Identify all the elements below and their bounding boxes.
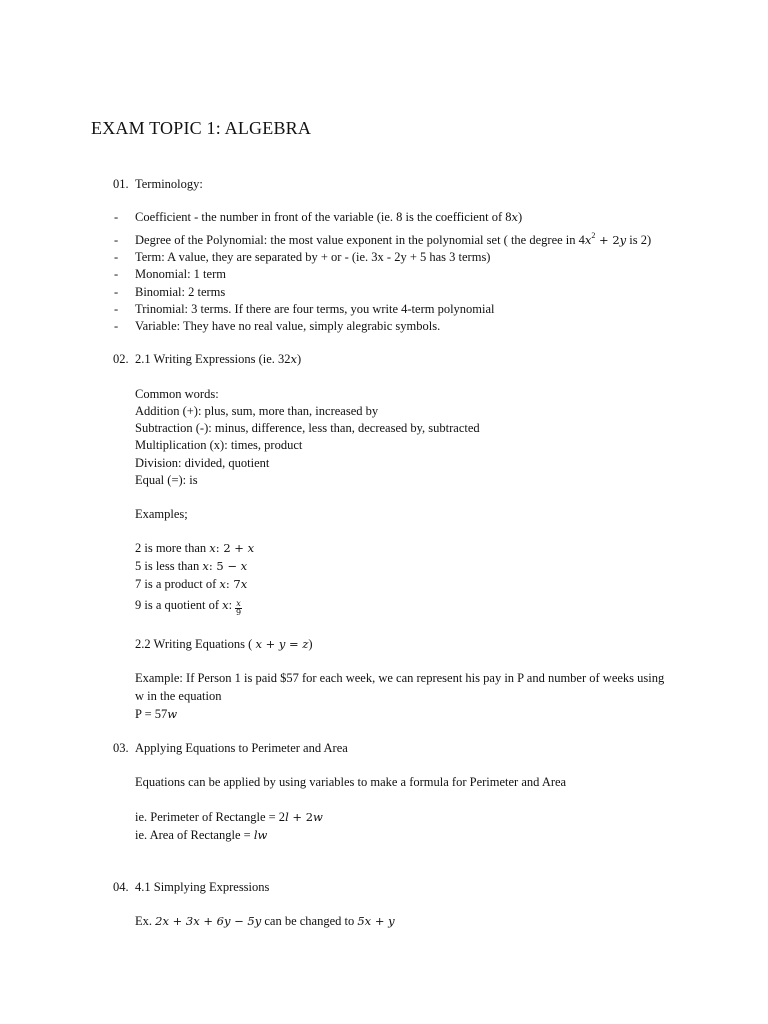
section-heading-writing-equations: [135, 636, 313, 652]
example-text: :: [228, 598, 236, 612]
math-var: x: [209, 541, 216, 555]
example-quotient: [135, 597, 242, 617]
bullet-dash: -: [114, 319, 119, 333]
math-var: x: [202, 559, 209, 573]
heading-text: 2.1 Writing Expressions (ie. 32: [135, 352, 291, 366]
fraction: [235, 600, 242, 617]
heading-text: ): [308, 637, 313, 651]
multiplication-words: Multiplication (x): times, product: [135, 438, 303, 452]
example-text: can be changed to: [261, 914, 358, 928]
example-less-than: [135, 558, 247, 574]
math-var: x: [219, 577, 226, 591]
addition-words: Addition (+): plus, sum, more than, increased by: [135, 404, 379, 418]
perimeter-formula: [135, 809, 323, 825]
math-op: : 5 −: [208, 559, 241, 573]
math-var: x: [511, 210, 518, 224]
area-formula: [135, 827, 267, 843]
bullet-dash: -: [114, 250, 119, 264]
math-var: w: [313, 810, 323, 824]
formula-text: ie. Area of Rectangle =: [135, 828, 254, 842]
bullet-dash: -: [114, 285, 119, 299]
example-text: 5 is less than: [135, 559, 203, 573]
section-description: Equations can be applied by using variables to make a formula for Perimeter and Area: [135, 775, 567, 789]
common-words-label: Common words:: [135, 387, 219, 401]
formula-text: ie. Perimeter of Rectangle = 2: [135, 810, 286, 824]
math-var: y: [619, 233, 627, 247]
example-text: 7 is a product of: [135, 577, 220, 591]
section-heading-perimeter-area: Applying Equations to Perimeter and Area: [135, 741, 348, 755]
fraction-numerator: x: [236, 599, 241, 608]
equal-words: Equal (=): is: [135, 473, 198, 487]
example-more-than: [135, 540, 254, 556]
exponent: 2: [591, 231, 596, 240]
section-heading-writing-expressions: [135, 351, 301, 367]
bullet-text: is 2): [626, 233, 652, 247]
bullet-dash: -: [114, 233, 119, 247]
math-var: x: [240, 577, 248, 591]
bullet-binomial: Binomial: 2 terms: [135, 285, 226, 299]
math-expression: lw: [253, 828, 268, 842]
example-paragraph-line-2: w in the equation: [135, 689, 222, 703]
bullet-monomial: Monomial: 1 term: [135, 267, 226, 281]
bullet-text: Coefficient - the number in front of the variable (ie. 8 is the coefficient of 8: [135, 210, 512, 224]
section-number-04: 04.: [113, 880, 129, 894]
example-paragraph-line-1: Example: If Person 1 is paid $57 for each week, we can represent his pay in P and number of weeks using: [135, 671, 665, 685]
example-text: 2 is more than: [135, 541, 210, 555]
examples-label: Examples;: [135, 507, 188, 521]
subtraction-words: Subtraction (-): minus, difference, less than, decreased by, subtracted: [135, 421, 480, 435]
math-var: x: [290, 352, 297, 366]
math-op: : 2 +: [215, 541, 248, 555]
division-words: Division: divided, quotient: [135, 456, 270, 470]
section-number-01: 01.: [113, 177, 129, 191]
heading-text: 2.2 Writing Equations (: [135, 637, 256, 651]
math-var: x: [247, 541, 255, 555]
simplify-example: [135, 913, 395, 929]
bullet-term: Term: A value, they are separated by + or - (ie. 3x - 2y + 5 has 3 terms): [135, 250, 491, 264]
bullet-text: Degree of the Polynomial: the most value exponent in the polynomial set ( the degree in 4: [135, 233, 585, 247]
math-expression: 5x + y: [357, 914, 395, 928]
section-number-02: 02.: [113, 352, 129, 366]
bullet-dash: -: [114, 210, 119, 224]
example-product: [135, 576, 247, 592]
math-expression: 2x + 3x + 6y − 5y: [155, 914, 262, 928]
section-heading-simplifying: 4.1 Simplying Expressions: [135, 880, 270, 894]
bullet-dash: -: [114, 302, 119, 316]
section-heading-terminology: Terminology:: [135, 177, 203, 191]
section-number-03: 03.: [113, 741, 129, 755]
heading-text: ): [297, 352, 302, 366]
equation-text: P = 57: [135, 707, 168, 721]
bullet-coefficient: [135, 209, 522, 225]
example-text: 9 is a quotient of: [135, 598, 223, 612]
math-op: + 2: [288, 810, 314, 824]
bullet-text: ): [518, 210, 523, 224]
example-text: Ex.: [135, 914, 156, 928]
pay-equation: [135, 706, 177, 722]
bullet-dash: -: [114, 267, 119, 281]
math-expression: x + y = z: [255, 637, 309, 651]
bullet-trinomial: Trinomial: 3 terms. If there are four terms, you write 4-term polynomial: [135, 302, 495, 316]
math-var: x: [240, 559, 248, 573]
math-var: w: [167, 707, 178, 721]
math-op: : 7: [225, 577, 241, 591]
math-op: + 2: [595, 233, 620, 247]
fraction-denominator: 9: [235, 608, 242, 617]
math-var: x: [584, 233, 592, 247]
math-var: x: [222, 598, 229, 612]
bullet-degree: [135, 232, 651, 248]
bullet-variable: Variable: They have no real value, simply alegrabic symbols.: [135, 319, 441, 333]
math-var: l: [285, 810, 289, 824]
page-title: EXAM TOPIC 1: ALGEBRA: [91, 118, 312, 138]
